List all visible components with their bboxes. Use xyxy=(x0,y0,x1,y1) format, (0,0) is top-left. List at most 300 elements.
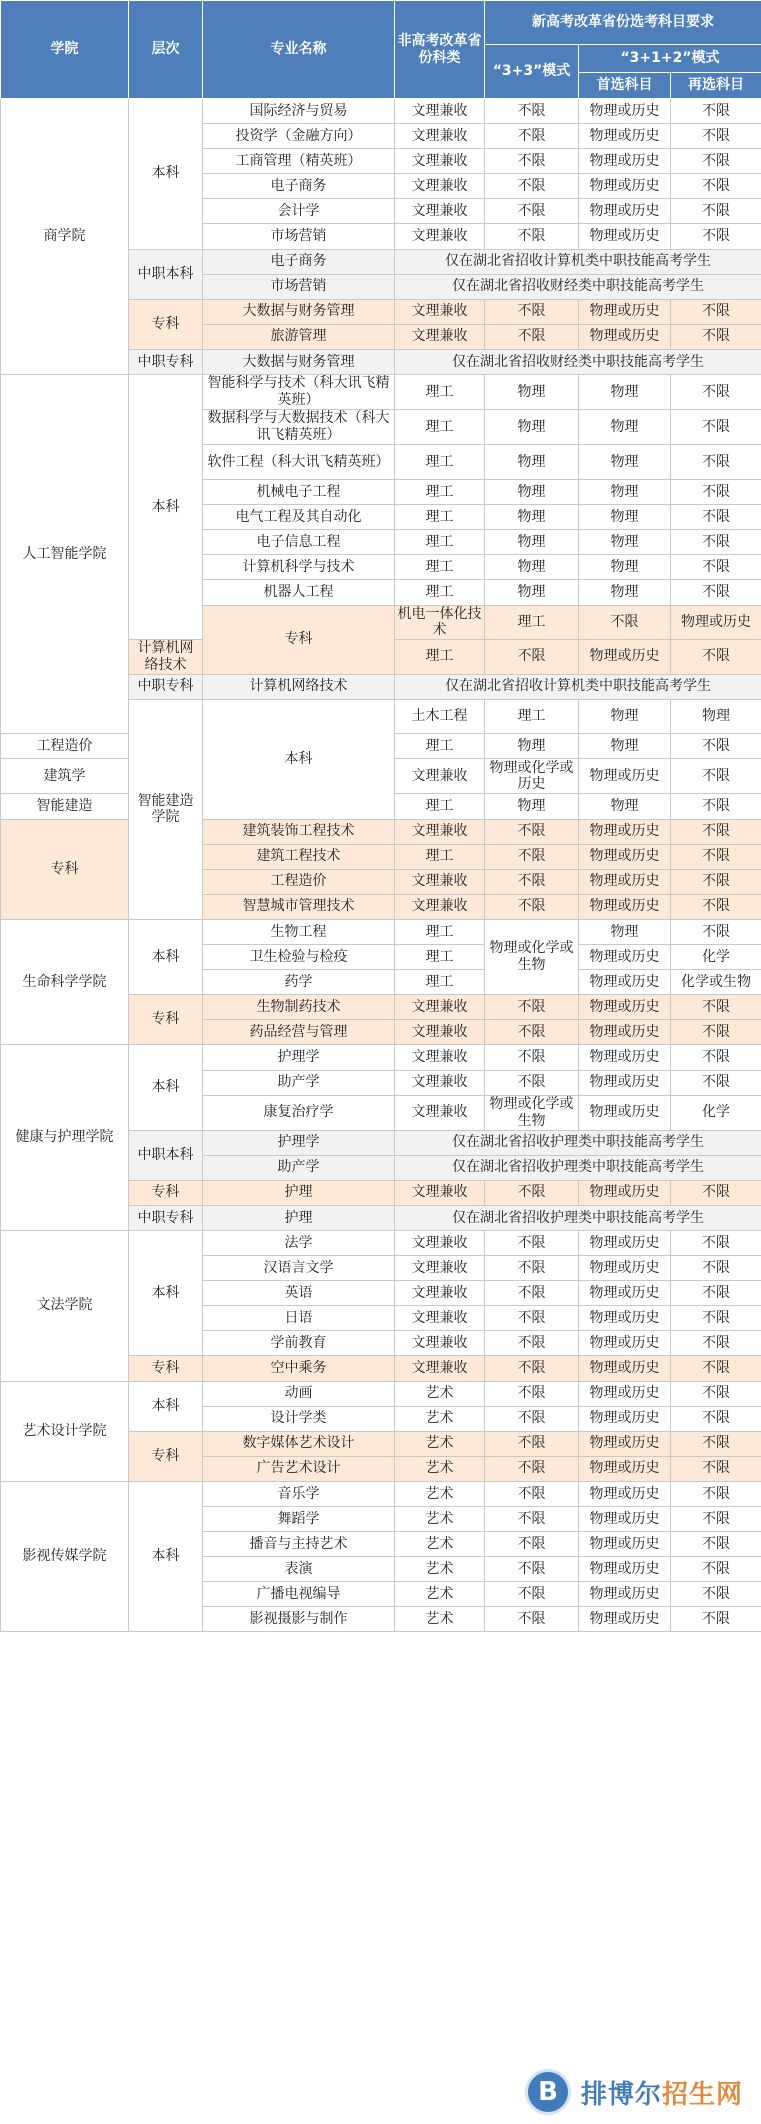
mode33-cell: 不限 xyxy=(485,819,579,844)
first-choice-cell: 物理 xyxy=(671,699,761,734)
second-choice-cell: 不限 xyxy=(671,844,761,869)
first-choice-cell: 物理或历史 xyxy=(579,1230,671,1255)
major-cell: 助产学 xyxy=(203,1070,395,1095)
second-choice-cell: 化学 xyxy=(671,945,761,970)
second-choice-cell: 不限 xyxy=(671,869,761,894)
level-cell: 本科 xyxy=(129,919,203,994)
second-choice-cell: 不限 xyxy=(671,1381,761,1406)
first-choice-cell: 物理或历史 xyxy=(579,1582,671,1607)
second-choice-cell: 不限 xyxy=(671,445,761,480)
table-row xyxy=(1,1481,761,1506)
mode33-cell: 物理 xyxy=(485,445,579,480)
header-level: 层次 xyxy=(129,1,203,99)
mode33-cell: 不限 xyxy=(485,149,579,174)
category-cell: 文理兼收 xyxy=(395,1306,485,1331)
note-cell: 仅在湖北省招收护理类中职技能高考学生 xyxy=(395,1130,761,1155)
first-choice-cell: 物理或历史 xyxy=(579,640,671,675)
mode33-cell: 不限 xyxy=(485,894,579,919)
table-header xyxy=(1,1,761,99)
second-choice-cell: 不限 xyxy=(671,919,761,944)
first-choice-cell: 物理或历史 xyxy=(579,99,671,124)
major-cell: 音乐学 xyxy=(203,1481,395,1506)
first-choice-cell: 物理 xyxy=(579,734,671,759)
college-cell: 生命科学学院 xyxy=(1,919,129,1044)
first-choice-cell: 物理或历史 xyxy=(671,605,761,640)
level-cell: 专科 xyxy=(1,819,129,919)
category-cell: 艺术 xyxy=(395,1582,485,1607)
mode33-cell: 不限 xyxy=(485,640,579,675)
first-choice-cell: 物理或历史 xyxy=(579,1070,671,1095)
mode33-cell: 不限 xyxy=(485,1256,579,1281)
first-choice-cell: 物理或历史 xyxy=(579,1456,671,1481)
major-cell: 机器人工程 xyxy=(203,580,395,605)
category-cell: 文理兼收 xyxy=(395,1095,485,1130)
first-choice-cell: 物理或历史 xyxy=(579,1306,671,1331)
second-choice-cell: 不限 xyxy=(671,995,761,1020)
first-choice-cell: 物理 xyxy=(579,445,671,480)
college-cell: 商学院 xyxy=(1,99,129,375)
category-cell: 理工 xyxy=(395,970,485,995)
mode33-cell: 不限 xyxy=(485,1607,579,1632)
major-cell: 电子商务 xyxy=(203,174,395,199)
category-cell: 文理兼收 xyxy=(395,174,485,199)
second-choice-cell: 不限 xyxy=(671,299,761,324)
mode33-cell: 不限 xyxy=(579,605,671,640)
mode33-cell: 不限 xyxy=(485,1180,579,1205)
first-choice-cell: 物理或历史 xyxy=(579,1331,671,1356)
first-choice-cell: 物理或历史 xyxy=(579,759,671,794)
table-row xyxy=(1,1381,761,1406)
first-choice-cell: 物理或历史 xyxy=(579,995,671,1020)
mode33-cell: 物理 xyxy=(485,734,579,759)
first-choice-cell: 物理或历史 xyxy=(579,149,671,174)
category-cell: 文理兼收 xyxy=(395,224,485,249)
major-cell: 舞蹈学 xyxy=(203,1507,395,1532)
watermark-badge-icon: B xyxy=(525,2069,571,2115)
major-cell: 卫生检验与检疫 xyxy=(203,945,395,970)
mode33-cell: 不限 xyxy=(485,124,579,149)
mode33-cell: 不限 xyxy=(485,1230,579,1255)
mode33-cell: 物理 xyxy=(579,699,671,734)
level-cell: 中职本科 xyxy=(129,1130,203,1180)
category-cell: 理工 xyxy=(395,480,485,505)
mode33-cell: 不限 xyxy=(485,1281,579,1306)
level-cell: 中职专科 xyxy=(129,1205,203,1230)
major-cell: 机械电子工程 xyxy=(203,480,395,505)
major-cell: 智慧城市管理技术 xyxy=(203,894,395,919)
table-row xyxy=(1,919,761,944)
category-cell: 文理兼收 xyxy=(395,99,485,124)
category-cell: 文理兼收 xyxy=(395,1256,485,1281)
major-cell: 大数据与财务管理 xyxy=(203,299,395,324)
second-choice-cell: 不限 xyxy=(671,530,761,555)
category-cell: 理工 xyxy=(395,580,485,605)
watermark-text-b: 招生网 xyxy=(662,2079,744,2110)
second-choice-cell: 不限 xyxy=(671,1180,761,1205)
second-choice-cell: 不限 xyxy=(671,199,761,224)
second-choice-cell: 不限 xyxy=(671,1431,761,1456)
watermark-text-a: 排博尔 xyxy=(581,2079,663,2110)
category-cell: 文理兼收 xyxy=(395,149,485,174)
first-choice-cell: 物理 xyxy=(579,480,671,505)
major-cell: 表演 xyxy=(203,1557,395,1582)
second-choice-cell: 不限 xyxy=(671,1456,761,1481)
second-choice-cell: 不限 xyxy=(671,640,761,675)
level-cell: 本科 xyxy=(203,699,395,819)
level-cell: 本科 xyxy=(129,1381,203,1431)
major-cell: 英语 xyxy=(203,1281,395,1306)
second-choice-cell: 不限 xyxy=(671,555,761,580)
mode33-cell: 物理 xyxy=(485,410,579,445)
mode33-cell: 不限 xyxy=(485,1406,579,1431)
major-cell: 会计学 xyxy=(203,199,395,224)
second-choice-cell: 不限 xyxy=(671,1230,761,1255)
mode33-cell: 物理 xyxy=(485,530,579,555)
mode33-cell: 不限 xyxy=(485,995,579,1020)
first-choice-cell: 物理或历史 xyxy=(579,124,671,149)
level-cell: 本科 xyxy=(129,99,203,250)
major-cell: 电子商务 xyxy=(203,249,395,274)
header-non-reform: 非高考改革省份科类 xyxy=(395,1,485,99)
major-cell: 电气工程及其自动化 xyxy=(203,505,395,530)
table-row xyxy=(1,99,761,124)
major-cell: 数字媒体艺术设计 xyxy=(203,1431,395,1456)
header-mode-312: “3+1+2”模式 xyxy=(579,45,761,73)
table-row xyxy=(1,375,761,410)
major-cell: 日语 xyxy=(203,1306,395,1331)
second-choice-cell: 不限 xyxy=(671,124,761,149)
category-cell: 理工 xyxy=(395,445,485,480)
mode33-cell: 不限 xyxy=(485,199,579,224)
major-cell: 设计学类 xyxy=(203,1406,395,1431)
first-choice-cell: 物理或历史 xyxy=(579,1607,671,1632)
mode33-cell: 不限 xyxy=(485,1331,579,1356)
first-choice-cell: 物理或历史 xyxy=(579,1281,671,1306)
mode33-cell: 物理或化学或生物 xyxy=(485,919,579,994)
major-cell: 计算机网络技术 xyxy=(129,640,203,675)
header-first-choice: 首选科目 xyxy=(579,73,671,99)
major-cell: 工程造价 xyxy=(1,734,129,759)
category-cell: 理工 xyxy=(485,605,579,640)
second-choice-cell: 不限 xyxy=(671,1045,761,1070)
level-cell: 本科 xyxy=(129,1481,203,1632)
second-choice-cell: 不限 xyxy=(671,1607,761,1632)
category-cell: 艺术 xyxy=(395,1456,485,1481)
major-cell: 药学 xyxy=(203,970,395,995)
first-choice-cell: 物理或历史 xyxy=(579,844,671,869)
level-cell: 专科 xyxy=(203,605,395,674)
second-choice-cell: 不限 xyxy=(671,794,761,819)
category-cell: 理工 xyxy=(395,410,485,445)
category-cell: 理工 xyxy=(485,699,579,734)
major-cell: 护理学 xyxy=(203,1045,395,1070)
second-choice-cell: 不限 xyxy=(671,1331,761,1356)
mode33-cell: 不限 xyxy=(485,1532,579,1557)
mode33-cell: 不限 xyxy=(485,1431,579,1456)
mode33-cell: 不限 xyxy=(485,1020,579,1045)
category-cell: 艺术 xyxy=(395,1557,485,1582)
second-choice-cell: 不限 xyxy=(671,580,761,605)
major-cell: 工商管理（精英班） xyxy=(203,149,395,174)
first-choice-cell: 物理或历史 xyxy=(579,1557,671,1582)
category-cell: 文理兼收 xyxy=(395,894,485,919)
mode33-cell: 不限 xyxy=(485,844,579,869)
level-cell: 本科 xyxy=(129,1230,203,1355)
major-cell: 土木工程 xyxy=(395,699,485,734)
mode33-cell: 物理 xyxy=(485,505,579,530)
level-cell: 中职本科 xyxy=(129,249,203,299)
mode33-cell: 不限 xyxy=(485,1456,579,1481)
category-cell: 艺术 xyxy=(395,1481,485,1506)
category-cell: 文理兼收 xyxy=(395,1070,485,1095)
category-cell: 文理兼收 xyxy=(395,324,485,349)
second-choice-cell: 不限 xyxy=(671,1557,761,1582)
second-choice-cell: 不限 xyxy=(671,1256,761,1281)
first-choice-cell: 物理或历史 xyxy=(579,1180,671,1205)
level-cell: 专科 xyxy=(129,1356,203,1381)
category-cell: 文理兼收 xyxy=(395,995,485,1020)
mode33-cell: 不限 xyxy=(485,1070,579,1095)
category-cell: 艺术 xyxy=(395,1532,485,1557)
mode33-cell: 物理 xyxy=(485,480,579,505)
level-cell: 中职专科 xyxy=(129,349,203,374)
major-cell: 护理 xyxy=(203,1205,395,1230)
major-cell: 智能建造 xyxy=(1,794,129,819)
second-choice-cell: 不限 xyxy=(671,1582,761,1607)
mode33-cell: 物理 xyxy=(485,580,579,605)
major-cell: 建筑学 xyxy=(1,759,129,794)
first-choice-cell: 物理 xyxy=(579,794,671,819)
mode33-cell: 不限 xyxy=(485,1481,579,1506)
note-cell: 仅在湖北省招收财经类中职技能高考学生 xyxy=(395,274,761,299)
mode33-cell: 不限 xyxy=(485,1381,579,1406)
watermark-logo xyxy=(525,2060,761,2124)
major-cell: 建筑装饰工程技术 xyxy=(203,819,395,844)
table-row xyxy=(1,1230,761,1255)
major-cell: 投资学（金融方向） xyxy=(203,124,395,149)
second-choice-cell: 不限 xyxy=(671,375,761,410)
college-cell: 文法学院 xyxy=(1,1230,129,1381)
major-cell: 智能科学与技术（科大讯飞精英班） xyxy=(203,375,395,410)
second-choice-cell: 不限 xyxy=(671,1356,761,1381)
second-choice-cell: 不限 xyxy=(671,894,761,919)
major-cell: 市场营销 xyxy=(203,274,395,299)
major-cell: 影视摄影与制作 xyxy=(203,1607,395,1632)
first-choice-cell: 物理或历史 xyxy=(579,1095,671,1130)
table-body xyxy=(1,99,761,1632)
mode33-cell: 不限 xyxy=(485,1557,579,1582)
first-choice-cell: 物理 xyxy=(579,580,671,605)
header-mode-33: “3+3”模式 xyxy=(485,45,579,99)
second-choice-cell: 不限 xyxy=(671,1532,761,1557)
mode33-cell: 不限 xyxy=(485,1306,579,1331)
second-choice-cell: 不限 xyxy=(671,99,761,124)
first-choice-cell: 物理或历史 xyxy=(579,1045,671,1070)
college-cell: 艺术设计学院 xyxy=(1,1381,129,1481)
major-cell: 护理 xyxy=(203,1180,395,1205)
major-cell: 播音与主持艺术 xyxy=(203,1532,395,1557)
category-cell: 文理兼收 xyxy=(395,199,485,224)
level-cell: 专科 xyxy=(129,299,203,349)
first-choice-cell: 物理或历史 xyxy=(579,299,671,324)
college-cell: 智能建造学院 xyxy=(129,699,203,919)
major-cell: 生物工程 xyxy=(203,919,395,944)
mode33-cell: 物理 xyxy=(485,794,579,819)
second-choice-cell: 不限 xyxy=(671,819,761,844)
first-choice-cell: 物理或历史 xyxy=(579,1381,671,1406)
mode33-cell: 不限 xyxy=(485,869,579,894)
second-choice-cell: 不限 xyxy=(671,1020,761,1045)
category-cell: 理工 xyxy=(395,734,485,759)
major-cell: 动画 xyxy=(203,1381,395,1406)
major-cell: 康复治疗学 xyxy=(203,1095,395,1130)
first-choice-cell: 物理或历史 xyxy=(579,1532,671,1557)
second-choice-cell: 化学或生物 xyxy=(671,970,761,995)
header-reform-group: 新高考改革省份选考科目要求 xyxy=(485,1,761,45)
major-cell: 汉语言文学 xyxy=(203,1256,395,1281)
first-choice-cell: 物理或历史 xyxy=(579,174,671,199)
first-choice-cell: 物理或历史 xyxy=(579,1406,671,1431)
second-choice-cell: 不限 xyxy=(671,1306,761,1331)
major-cell: 市场营销 xyxy=(203,224,395,249)
college-cell: 影视传媒学院 xyxy=(1,1481,129,1632)
category-cell: 文理兼收 xyxy=(395,819,485,844)
second-choice-cell: 不限 xyxy=(671,1481,761,1506)
college-cell: 人工智能学院 xyxy=(1,375,129,734)
category-cell: 理工 xyxy=(395,505,485,530)
second-choice-cell: 化学 xyxy=(671,1095,761,1130)
major-cell: 电子信息工程 xyxy=(203,530,395,555)
major-cell: 广播电视编导 xyxy=(203,1582,395,1607)
mode33-cell: 不限 xyxy=(485,99,579,124)
category-cell: 理工 xyxy=(395,640,485,675)
major-cell: 空中乘务 xyxy=(203,1356,395,1381)
note-cell: 仅在湖北省招收计算机类中职技能高考学生 xyxy=(395,674,761,699)
second-choice-cell: 不限 xyxy=(671,224,761,249)
second-choice-cell: 不限 xyxy=(671,324,761,349)
major-cell: 护理学 xyxy=(203,1130,395,1155)
category-cell: 艺术 xyxy=(395,1381,485,1406)
level-cell: 专科 xyxy=(129,995,203,1045)
first-choice-cell: 物理或历史 xyxy=(579,1020,671,1045)
category-cell: 文理兼收 xyxy=(395,1356,485,1381)
second-choice-cell: 不限 xyxy=(671,505,761,530)
second-choice-cell: 不限 xyxy=(671,734,761,759)
mode33-cell: 不限 xyxy=(485,224,579,249)
second-choice-cell: 不限 xyxy=(671,480,761,505)
first-choice-cell: 物理或历史 xyxy=(579,1356,671,1381)
level-cell: 专科 xyxy=(129,1180,203,1205)
category-cell: 文理兼收 xyxy=(395,1331,485,1356)
note-cell: 仅在湖北省招收计算机类中职技能高考学生 xyxy=(395,249,761,274)
major-cell: 生物制药技术 xyxy=(203,995,395,1020)
major-cell: 软件工程（科大讯飞精英班） xyxy=(203,445,395,480)
note-cell: 仅在湖北省招收财经类中职技能高考学生 xyxy=(395,349,761,374)
mode33-cell: 物理或化学或历史 xyxy=(485,759,579,794)
category-cell: 文理兼收 xyxy=(395,869,485,894)
mode33-cell: 不限 xyxy=(485,299,579,324)
level-cell: 本科 xyxy=(129,1045,203,1130)
mode33-cell: 不限 xyxy=(485,174,579,199)
mode33-cell: 不限 xyxy=(485,1582,579,1607)
header-second-choice: 再选科目 xyxy=(671,73,761,99)
major-cell: 计算机科学与技术 xyxy=(203,555,395,580)
first-choice-cell: 物理 xyxy=(579,375,671,410)
major-cell: 助产学 xyxy=(203,1155,395,1180)
category-cell: 艺术 xyxy=(395,1607,485,1632)
major-cell: 法学 xyxy=(203,1230,395,1255)
first-choice-cell: 物理或历史 xyxy=(579,199,671,224)
major-cell: 数据科学与大数据技术（科大讯飞精英班） xyxy=(203,410,395,445)
category-cell: 文理兼收 xyxy=(395,1281,485,1306)
watermark-text xyxy=(581,2074,743,2111)
category-cell: 文理兼收 xyxy=(395,759,485,794)
header-major: 专业名称 xyxy=(203,1,395,99)
category-cell: 理工 xyxy=(395,844,485,869)
level-cell: 专科 xyxy=(129,1431,203,1481)
first-choice-cell: 物理 xyxy=(579,555,671,580)
major-cell: 大数据与财务管理 xyxy=(203,349,395,374)
category-cell: 艺术 xyxy=(395,1507,485,1532)
mode33-cell: 不限 xyxy=(485,1045,579,1070)
first-choice-cell: 物理或历史 xyxy=(579,894,671,919)
level-cell: 中职专科 xyxy=(129,674,203,699)
mode33-cell: 不限 xyxy=(485,1507,579,1532)
table-row xyxy=(1,819,761,844)
level-cell: 本科 xyxy=(129,375,203,640)
category-cell: 理工 xyxy=(395,945,485,970)
second-choice-cell: 不限 xyxy=(671,1281,761,1306)
second-choice-cell: 不限 xyxy=(671,1507,761,1532)
first-choice-cell: 物理 xyxy=(579,505,671,530)
first-choice-cell: 物理 xyxy=(579,530,671,555)
first-choice-cell: 物理或历史 xyxy=(579,224,671,249)
second-choice-cell: 不限 xyxy=(671,174,761,199)
category-cell: 文理兼收 xyxy=(395,1020,485,1045)
mode33-cell: 不限 xyxy=(485,1356,579,1381)
category-cell: 理工 xyxy=(395,530,485,555)
first-choice-cell: 物理或历史 xyxy=(579,819,671,844)
category-cell: 理工 xyxy=(395,555,485,580)
major-cell: 学前教育 xyxy=(203,1331,395,1356)
major-cell: 计算机网络技术 xyxy=(203,674,395,699)
first-choice-cell: 物理 xyxy=(579,919,671,944)
second-choice-cell: 不限 xyxy=(671,410,761,445)
category-cell: 艺术 xyxy=(395,1406,485,1431)
second-choice-cell: 不限 xyxy=(671,759,761,794)
note-cell: 仅在湖北省招收护理类中职技能高考学生 xyxy=(395,1155,761,1180)
mode33-cell: 不限 xyxy=(485,324,579,349)
second-choice-cell: 不限 xyxy=(671,1070,761,1095)
major-cell: 广告艺术设计 xyxy=(203,1456,395,1481)
college-cell: 健康与护理学院 xyxy=(1,1045,129,1231)
header-college: 学院 xyxy=(1,1,129,99)
major-cell: 机电一体化技术 xyxy=(395,605,485,640)
first-choice-cell: 物理或历史 xyxy=(579,1481,671,1506)
second-choice-cell: 不限 xyxy=(671,1406,761,1431)
category-cell: 理工 xyxy=(395,794,485,819)
category-cell: 艺术 xyxy=(395,1431,485,1456)
category-cell: 文理兼收 xyxy=(395,1180,485,1205)
first-choice-cell: 物理或历史 xyxy=(579,324,671,349)
category-cell: 文理兼收 xyxy=(395,1230,485,1255)
major-cell: 旅游管理 xyxy=(203,324,395,349)
category-cell: 文理兼收 xyxy=(395,1045,485,1070)
note-cell: 仅在湖北省招收护理类中职技能高考学生 xyxy=(395,1205,761,1230)
first-choice-cell: 物理或历史 xyxy=(579,869,671,894)
first-choice-cell: 物理或历史 xyxy=(579,1431,671,1456)
mode33-cell: 物理或化学或生物 xyxy=(485,1095,579,1130)
